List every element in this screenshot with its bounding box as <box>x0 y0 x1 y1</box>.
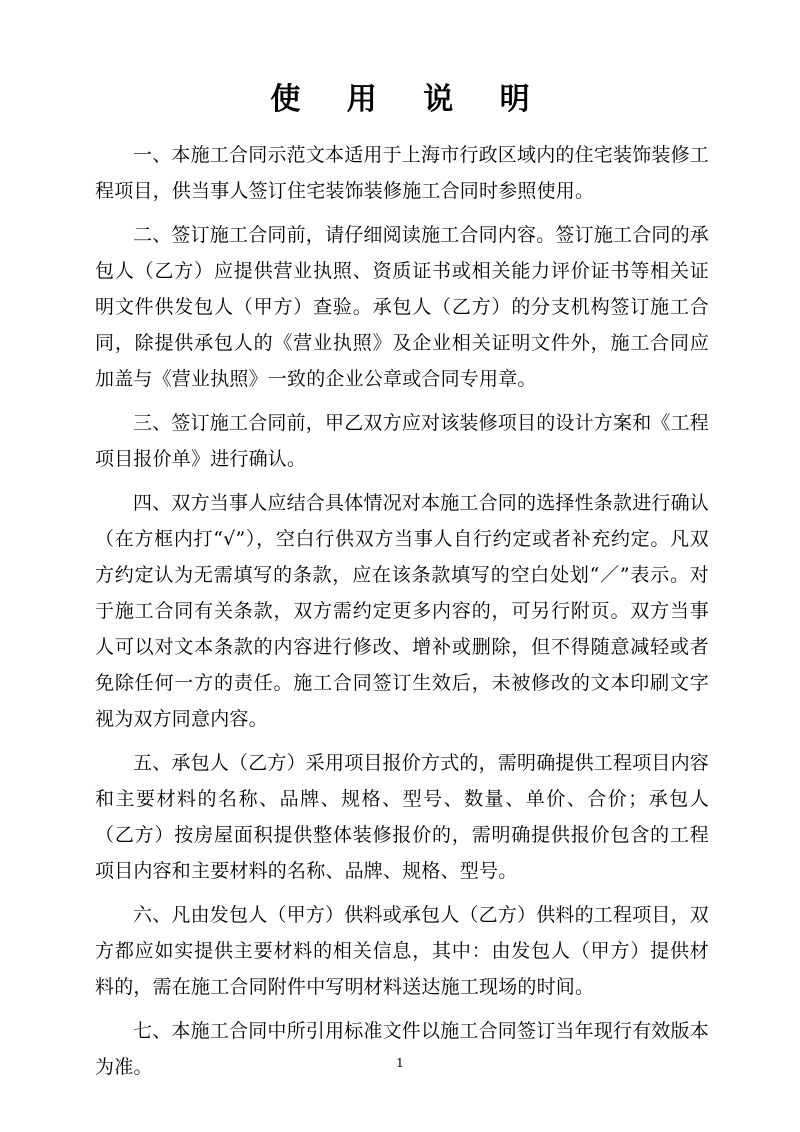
paragraph-3: 三、签订施工合同前，甲乙双方应对该装修项目的设计方案和《工程项目报价单》进行确认。 <box>95 412 710 470</box>
document-body <box>95 137 709 1093</box>
document-title: 使 用 说 明 <box>270 82 548 117</box>
paragraph-1: 一、本施工合同示范文本适用于上海市行政区域内的住宅装饰装修工程项目，供当事人签订住宅装饰装修施工合同时参照使用。 <box>95 144 710 202</box>
paragraph-2: 二、签订施工合同前，请仔细阅读施工合同内容。签订施工合同的承包人（乙方）应提供营业执照、资质证书或相关能力评价证书等相关证明文件供发包人（甲方）查验。承包人（乙方）的分支机构签订施工合同，除提供承包人的《营业执照》及企业相关证明文件外，施工合同应加盖与《营业执照》一致的企业公章或合同专用章。 <box>95 224 710 390</box>
page-number: 1 <box>396 1056 404 1070</box>
paragraph-5: 五、承包人（乙方）采用项目报价方式的，需明确提供工程项目内容和主要材料的名称、品牌、规格、型号、数量、单价、合价；承包人（乙方）按房屋面积提供整体装修报价的，需明确提供报价包含的工程项目内容和主要材料的名称、品牌、规格、型号。 <box>95 752 710 882</box>
paragraph-6: 六、凡由发包人（甲方）供料或承包人（乙方）供料的工程项目，双方都应如实提供主要材料的相关信息，其中：由发包人（甲方）提供材料的，需在施工合同附件中写明材料送达施工现场的时间。 <box>95 904 710 998</box>
paragraph-4: 四、双方当事人应结合具体情况对本施工合同的选择性条款进行确认（在方框内打“√”），空白行供双方当事人自行约定或者补充约定。凡双方约定认为无需填写的条款，应在该条款填写的空白处划“／”表示。对于施工合同有关条款，双方需约定更多内容的，可另行附页。双方当事人可以对文本条款的内容进行修改、增补或删除，但不得随意减轻或者免除任何一方的责任。施工合同签订生效后，未被修改的文本印刷文字视为双方同意内容。 <box>95 492 710 730</box>
paragraph-7: 七、本施工合同中所引用标准文件以施工合同签订当年现行有效版本为准。 <box>95 1020 710 1078</box>
